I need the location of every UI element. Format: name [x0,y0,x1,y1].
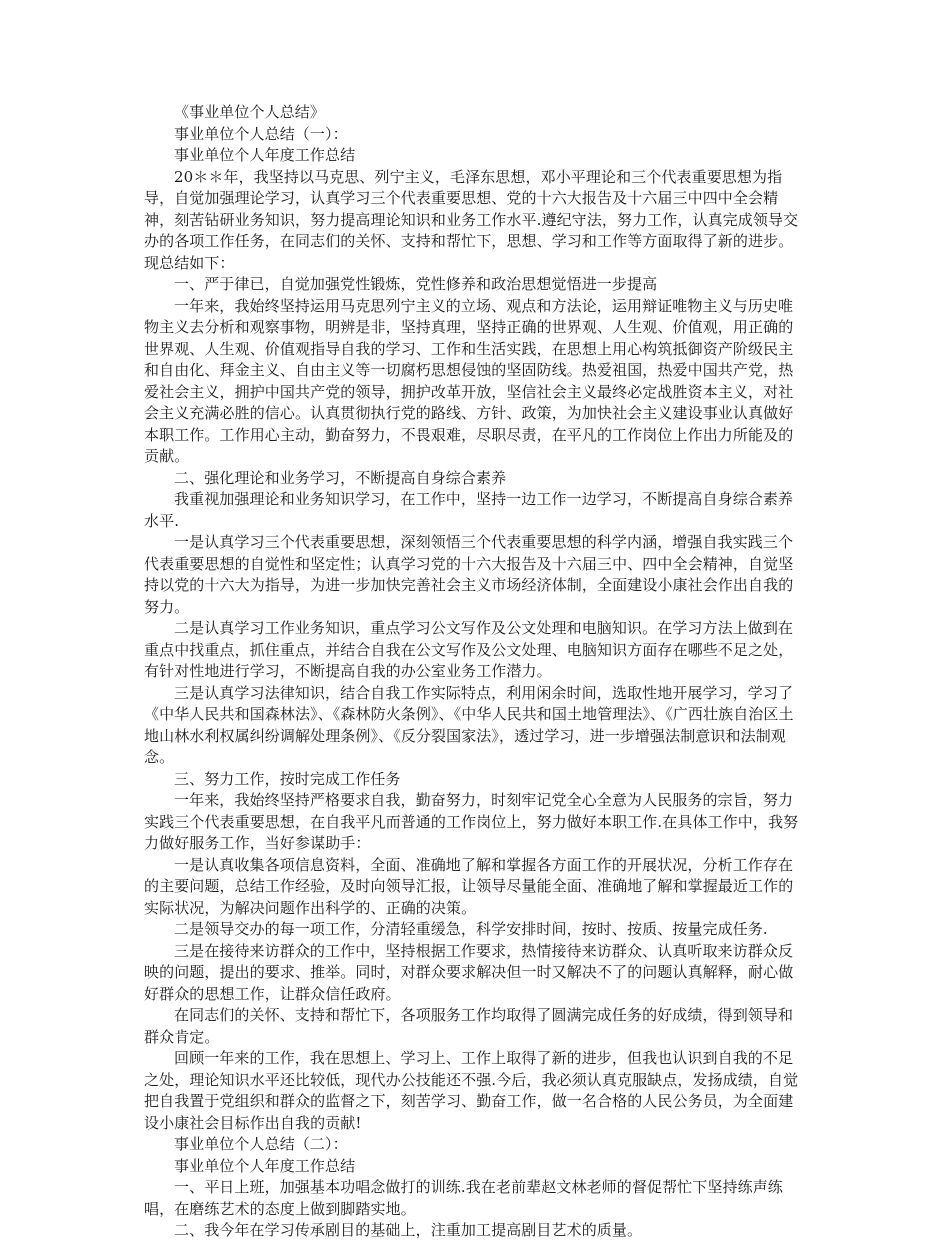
section-subtitle: 事业单位个人年度工作总结 [174,1156,356,1175]
paragraph: 我重视加强理论和业务知识学习，在工作中，坚持一边工作一边学习，不断提高自身综合素养水平. [144,490,794,530]
paragraph: 一、平日上班，加强基本功唱念做打的训练.我在老前辈赵文林老师的督促帮忙下坚持练声练唱，在磨练艺术的态度上做到脚踏实地。 [144,1178,783,1218]
subsection-heading: 一、严于律已，自觉加强党性锻炼，党性修养和政治思想觉悟进一步提高 [174,275,658,293]
paragraph: 二、我今年在学习传承剧目的基础上，注重加工提高剧目艺术的质量。 [174,1221,643,1239]
paragraph: 一年来，我始终坚持运用马克思列宁主义的立场、观点和方法论，运用辩证唯物主义与历史唯物主义去分析和观察事物，明辨是非，坚持真理，坚持正确的世界观、人生观、价值观，用正确的世界观、人生观、价值观指导自我的学习、工作和生活实践，在思想上用心构筑抵御资产阶级民主和自由化、拜金主义、自由主义等一切腐朽思想侵蚀的坚固防线。热爱祖国，热爱中国共产党，热爱社会主义，拥护中国共产党的领导，拥护改革开放，坚信社会主义最终必定战胜资本主义，对社会主义充满必胜的信心。认真贯彻执行党的路线、方针、政策，为加快社会主义建设事业认真做好本职工作。工作用心主动，勤奋努力，不畏艰难，尽职尽责，在平凡的工作岗位上作出力所能及的贡献。 [144,296,794,465]
subsection-heading: 二、强化理论和业务学习，不断提高自身综合素养 [174,468,507,487]
paragraph: 回顾一年来的工作，我在思想上、学习上、工作上取得了新的进步，但我也认识到自我的不足之处，理论知识水平还比较低，现代办公技能还不强.今后，我必须认真克服缺点，发扬成绩，自觉把自我置于党组织和群众的监督之下，刻苦学习、勤奋工作，做一名合格的人民公务员，为全面建设小康社会目标作出自我的贡献! [144,1049,799,1132]
paragraph: 二是认真学习工作业务知识，重点学习公文写作及公文处理和电脑知识。在学习方法上做到在重点中找重点，抓住重点，并结合自我在公文写作及公文处理、电脑知识方面存在哪些不足之处，有针对性地进行学习，不断提高自我的办公室业务工作潜力。 [144,619,794,680]
document-body [144,102,804,1242]
section-subtitle: 事业单位个人年度工作总结 [174,146,356,164]
subsection-heading: 三、努力工作，按时完成工作任务 [174,769,401,788]
section-heading: 事业单位个人总结（二）： [174,1135,348,1153]
section-heading: 事业单位个人总结（一）： [174,124,348,143]
document-title: 《事业单位个人总结》 [174,103,326,121]
paragraph: 一是认真学习三个代表重要思想，深刻领悟三个代表重要思想的科学内涵，增强自我实践三个代表重要思想的自觉性和坚定性；认真学习党的十六大报告及十六届三中、四中全会精神，自觉坚持以党的十六大为指导，为进一步加快完善社会主义市场经济体制，全面建设小康社会作出自我的努力。 [144,533,794,616]
paragraph: 三是认真学习法律知识，结合自我工作实际特点，利用闲余时间，选取性地开展学习，学习了《中华人民共和国森林法》、《森林防火条例》、《中华人民共和国土地管理法》、《广西壮族自治区土地山林水利权属纠纷调解处理条例》、《反分裂国家法》，透过学习，进一步增强法制意识和法制观念。 [144,683,794,766]
paragraph: 一年来，我始终坚持严格要求自我，勤奋努力，时刻牢记党全心全意为人民服务的宗旨，努力实践三个代表重要思想，在自我平凡而普通的工作岗位上，努力做好本职工作.在具体工作中，我努力做好服务工作，当好参谋助手： [144,791,799,852]
paragraph: 在同志们的关怀、支持和帮忙下，各项服务工作均取得了圆满完成任务的好成绩，得到领导和群众肯定。 [144,1006,794,1046]
paragraph: 三是在接待来访群众的工作中，坚持根据工作要求，热情接待来访群众、认真听取来访群众反映的问题，提出的要求、推举。同时，对群众要求解决但一时又解决不了的问题认真解释，耐心做好群众的思想工作，让群众信任政府。 [144,941,794,1003]
paragraph: 20＊＊年，我坚持以马克思、列宁主义，毛泽东思想，邓小平理论和三个代表重要思想为指导，自觉加强理论学习，认真学习三个代表重要思想、党的十六大报告及十六届三中四中全会精神，刻苦钻研业务知识，努力提高理论知识和业务工作水平.遵纪守法，努力工作，认真完成领导交办的各项工作任务，在同志们的关怀、支持和帮忙下，思想、学习和工作等方面取得了新的进步。现总结如下： [144,167,799,272]
paragraph: 二是领导交办的每一项工作，分清轻重缓急，科学安排时间，按时、按质、按量完成任务. [174,920,768,938]
paragraph: 一是认真收集各项信息资料，全面、准确地了解和掌握各方面工作的开展状况，分析工作存在的主要问题，总结工作经验，及时向领导汇报，让领导尽量能全面、准确地了解和掌握最近工作的实际状况，为解决问题作出科学的、正确的决策。 [144,855,794,917]
